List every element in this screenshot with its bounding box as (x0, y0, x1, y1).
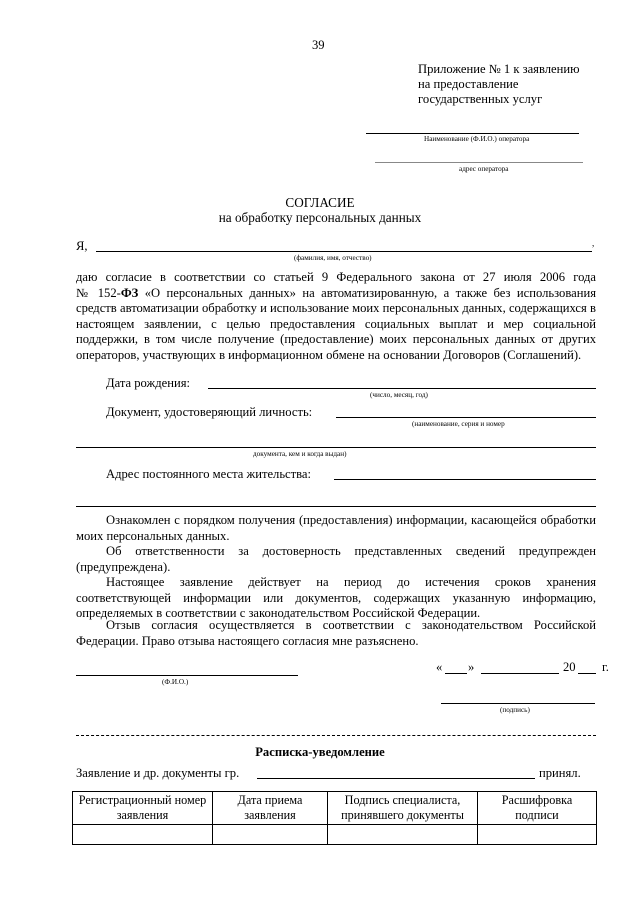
page-number: 39 (312, 38, 325, 52)
fio-caption: (фамилия, имя, отчество) (294, 254, 372, 262)
birth-label: Дата рождения: (106, 376, 190, 390)
fio-signature-caption: (Ф.И.О.) (162, 678, 189, 686)
consent-p2-pre: № 152- (76, 285, 121, 300)
body-paragraph-1: Ознакомлен с порядком получения (предоставления) информации, касающейся обработки моих персональных данных. (76, 513, 596, 543)
date-year-prefix: 20 (563, 660, 576, 674)
fio-line[interactable] (96, 251, 592, 252)
doc-caption-1: (наименование, серия и номер (412, 420, 505, 428)
cell-reg-number[interactable] (73, 825, 213, 845)
ya-prefix: Я, (76, 239, 88, 253)
doc-line-2[interactable] (76, 447, 596, 448)
receipt-name-line[interactable] (257, 778, 535, 779)
operator-name-line[interactable] (366, 133, 579, 134)
address-label: Адрес постоянного места жительства: (106, 467, 312, 481)
appendix-line-1: Приложение № 1 к заявлению (418, 62, 580, 76)
receipt-table-header (73, 792, 597, 825)
body-paragraph-3: Настоящее заявление действует на период до истечения сроков хранения соответствующей информации или документов, содержащих указанную информацию, определяемых в соответствии с законодательством Российской Федерации. (76, 575, 596, 621)
date-day-line[interactable] (445, 673, 467, 674)
col-decode: Расшифровка подписи (478, 792, 597, 825)
consent-paragraph (76, 286, 596, 364)
document-subtitle: на обработку персональных данных (218, 210, 422, 225)
address-line-1[interactable] (334, 479, 596, 480)
cell-date[interactable] (213, 825, 328, 845)
date-year-line[interactable] (578, 673, 596, 674)
col-date: Дата приема заявления (213, 792, 328, 825)
consent-p2-post: «О персональных данных» на автоматизированную, а также без использования средств автоматизации обработку и использование моих персональных данных, содержащихся в настоящем заявлении, с целью предоставления социальных выплат и мер социальной поддержки, в том числе получение (предоставление) моих персональных данных от других операторов, участвующих в информационном обмене на основании Договоров (Соглашений). (76, 285, 596, 362)
birth-line[interactable] (208, 388, 596, 389)
signature-line[interactable] (441, 703, 595, 704)
operator-address-line[interactable] (375, 162, 583, 163)
body-paragraph-2: Об ответственности за достоверность представленных сведений предупрежден (предупреждена). (76, 544, 596, 574)
consent-line-1: даю согласие в соответствии со статьей 9 Федерального закона от 27 июля 2006 года (76, 270, 596, 284)
doc-line-1[interactable] (336, 417, 596, 418)
receipt-line-post: принял. (539, 766, 581, 780)
receipt-table-row[interactable] (73, 825, 597, 845)
signature-caption: (подпись) (500, 706, 530, 714)
doc-caption-2: документа, кем и когда выдан) (253, 450, 347, 458)
cut-line (76, 735, 596, 736)
doc-label: Документ, удостоверяющий личность: (106, 405, 313, 419)
date-year-suffix: г. (602, 660, 609, 674)
document-title: СОГЛАСИЕ (285, 195, 355, 210)
receipt-title-text: Расписка-уведомление (255, 745, 385, 759)
fio-signature-line[interactable] (76, 675, 298, 676)
birth-caption: (число, месяц, год) (370, 391, 428, 399)
date-month-line[interactable] (481, 673, 559, 674)
receipt-table (72, 791, 597, 845)
cell-decode[interactable] (478, 825, 597, 845)
col-reg-number: Регистрационный номер заявления (73, 792, 213, 825)
ya-comma: , (592, 238, 595, 248)
appendix-line-3: государственных услуг (418, 92, 543, 106)
date-close-quote: » (468, 660, 475, 674)
col-signature: Подпись специалиста, принявшего документы (328, 792, 478, 825)
operator-address-caption: адрес оператора (459, 165, 509, 173)
appendix-line-2: на предоставление (418, 77, 519, 91)
date-open-quote: « (436, 660, 443, 674)
receipt-title (0, 745, 640, 760)
operator-name-caption: Наименование (Ф.И.О.) оператора (424, 135, 530, 143)
cell-signature[interactable] (328, 825, 478, 845)
address-line-2[interactable] (76, 506, 596, 507)
body-paragraph-4: Отзыв согласия осуществляется в соответствии с законодательством Российской Федерации. Право отзыва настоящего согласия мне разъяснено. (76, 618, 596, 648)
consent-p2-bold: ФЗ (120, 285, 139, 300)
receipt-line-pre: Заявление и др. документы гр. (76, 766, 240, 780)
